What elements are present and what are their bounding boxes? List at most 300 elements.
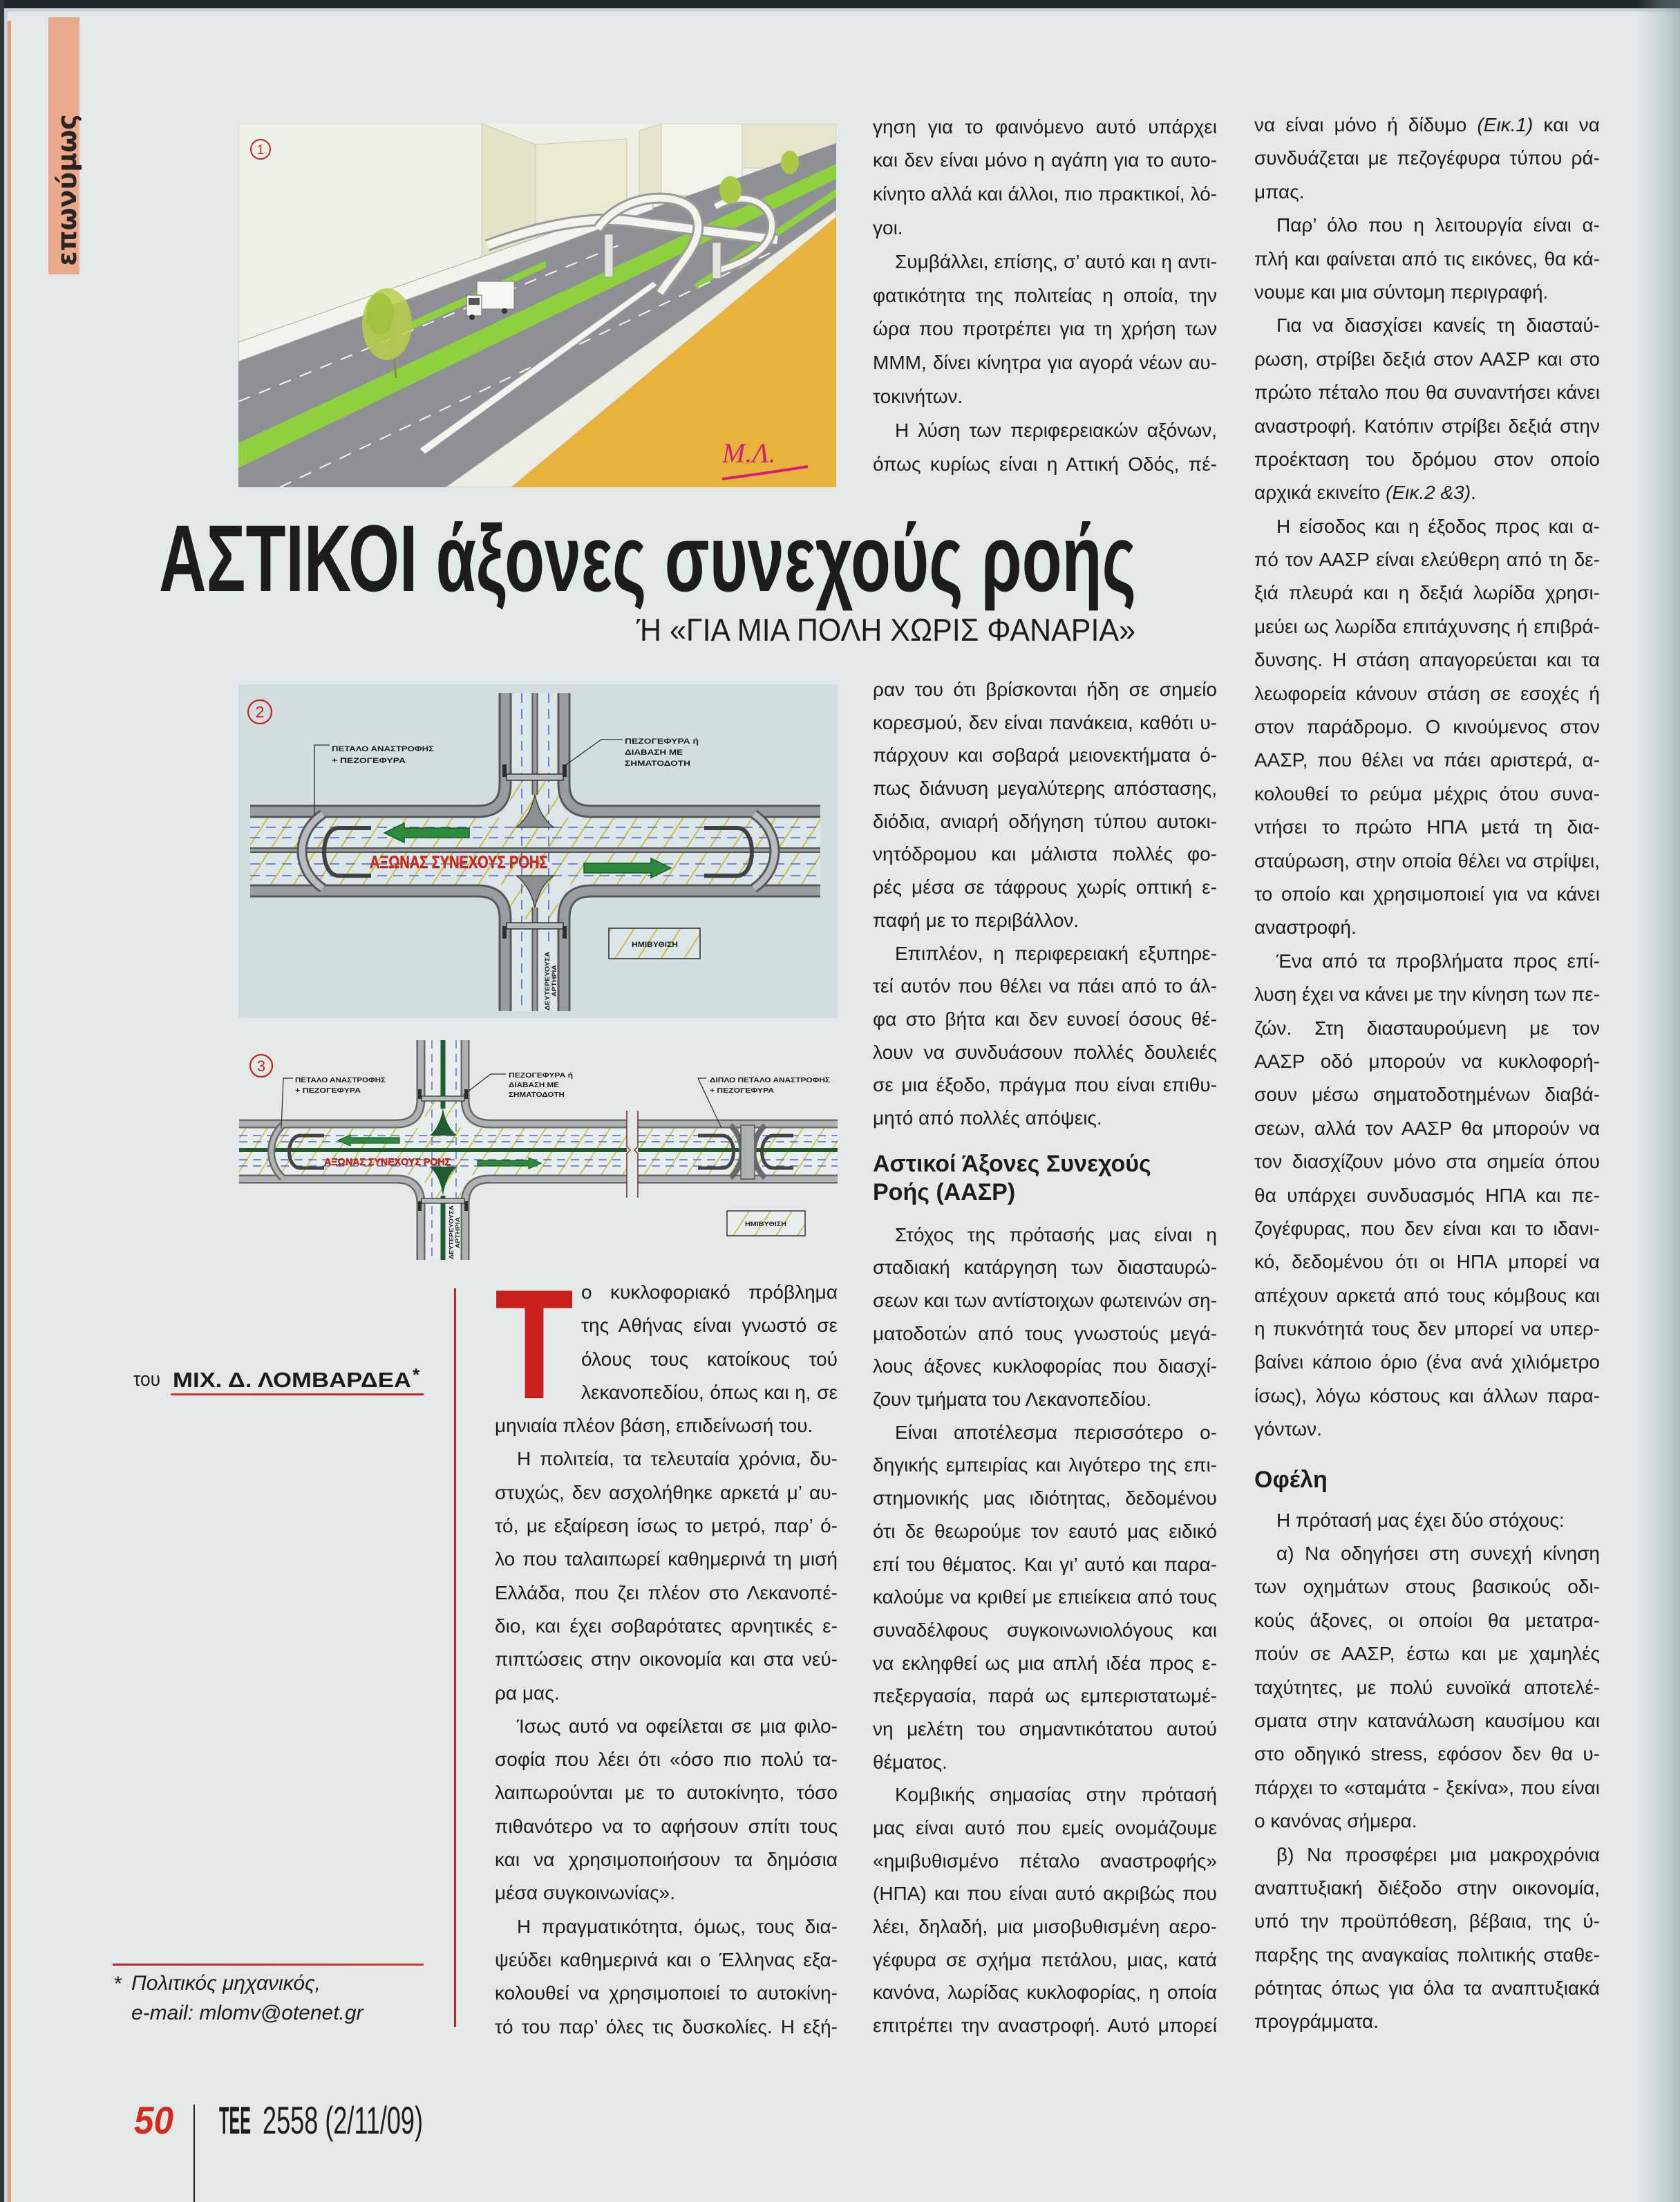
line-text: πιθανότερο να το αφήσουν σπίτι τους — [495, 1815, 838, 1837]
text-line — [873, 673, 1217, 706]
text-line — [1254, 1279, 1600, 1312]
callout-text: ΣΗΜΑΤΟΔΟΤΗ — [625, 760, 691, 768]
text-line — [1254, 1245, 1600, 1279]
line-text: ταχύτητες, με πολύ ευνοϊκά αποτελέ- — [1254, 1676, 1600, 1698]
paragraph — [1254, 309, 1600, 509]
folio-rule — [194, 2105, 195, 2202]
legend-semi-sunken — [609, 928, 700, 959]
line-text: των οχημάτων στους βασικούς οδι- — [1254, 1576, 1600, 1598]
line-text: βαίνει κάποιο όριο (ένα ανά χιλιόμετρο — [1254, 1351, 1600, 1373]
line-text: διο, και έχει σοβαρότατες αρνητικές ε- — [495, 1615, 838, 1637]
text-line — [873, 1350, 1217, 1383]
page-left-color-strip — [8, 21, 11, 2202]
line-text: Οφέλη — [1254, 1466, 1328, 1493]
line-text: τό του παρ’ όλες τις δυσκολίες. Η εξή- — [495, 2015, 838, 2038]
side-road-text: ΑΡΤΗΡΙΑ — [455, 1223, 461, 1248]
line-text: λυση έχει να κάνει με την κίνηση των πε- — [1254, 984, 1600, 1006]
callout-text: ΠΕΖΟΓΕΦΥΡΑ ή — [509, 1072, 573, 1080]
figure-number: 1 — [256, 143, 265, 158]
author-footnote-mark: * — [413, 1364, 420, 1385]
text-line — [495, 1509, 838, 1543]
paragraph — [873, 673, 1217, 937]
page-top-edge — [0, 8, 1680, 12]
text-line — [1254, 510, 1600, 543]
text-line — [1254, 911, 1600, 944]
line-text: κολουθεί να χρησιμοποιεί το αυτοκίνη- — [495, 1982, 838, 2004]
line-text: Η πολιτεία, τα τελευταία χρόνια, δυ- — [517, 1448, 838, 1470]
article-column-middle-bottom — [873, 673, 1217, 2042]
figure-number: 3 — [256, 1057, 266, 1075]
heading-line — [1254, 1466, 1600, 1494]
text-line — [873, 1102, 1217, 1135]
text-line — [873, 245, 1217, 279]
text-line — [1254, 142, 1600, 175]
text-line — [1254, 1012, 1600, 1045]
callout-text: + ΠΕΖΟΓΕΦΥΡΑ — [710, 1087, 774, 1095]
page-fold-shadow — [1636, 0, 1680, 2202]
text-line — [873, 346, 1217, 380]
line-text: κορεσμού, δεν είναι πανάκεια, καθότι υ- — [873, 711, 1217, 733]
text-line — [873, 1778, 1217, 1812]
footnote-rule — [113, 1964, 424, 1966]
heading-line — [873, 1150, 1217, 1178]
text-line — [873, 1383, 1217, 1416]
paragraph — [495, 1442, 838, 1709]
line-text: πεξεργασία, παρά ως εμπεριστατωμέ- — [873, 1685, 1217, 1707]
line-text: νη μελέτη του σημαντικότατου αυτού — [873, 1718, 1217, 1740]
text-line — [1254, 276, 1600, 309]
line-text: σοφία που λέει ότι «όσο πιο πολύ τα- — [495, 1749, 838, 1771]
text-line — [873, 380, 1217, 414]
line-text: γόντων. — [1254, 1418, 1322, 1440]
paragraph — [495, 1710, 838, 1910]
line-text: θα υπάρχει συνδυασμός ΗΠΑ και πε- — [1254, 1184, 1600, 1206]
line-text: το οποίο και χρησιμοποιεί για να κάνει — [1254, 883, 1600, 905]
text-line — [495, 1276, 838, 1309]
figure-reference: (Εικ.1) — [1477, 114, 1533, 135]
text-line — [873, 1976, 1217, 2009]
text-line — [495, 1776, 838, 1809]
line-text: πιπτώσεις στην οικονομία και στα νεύ- — [495, 1648, 838, 1671]
paragraph — [1254, 1537, 1600, 1838]
side-road-text: ΔΕΥΤΕΡΕΥΟΥΣΑ — [544, 960, 551, 1010]
text-line — [495, 1677, 838, 1710]
line-text: μηνιαία πλέον βάση, επιδείνωσή του. — [495, 1415, 813, 1437]
line-text: ΑΑΣΡ οδό μπορούν να κυκλοφορή- — [1254, 1050, 1600, 1072]
section-heading — [1254, 1466, 1600, 1494]
text-line — [495, 1343, 838, 1376]
paragraph — [873, 937, 1217, 1135]
text-line — [1254, 1045, 1600, 1078]
text-line — [873, 414, 1217, 448]
text-line — [1254, 410, 1600, 443]
footnote-email: e-mail: mlomv@otenet.gr — [131, 2002, 364, 2024]
line-text: στο οδηγικό stress, εφόσον δεν θα υ- — [1254, 1743, 1600, 1765]
line-text — [1254, 109, 1600, 142]
line-text: και δεν είναι μόνο η αγάπη για το αυτο- — [873, 149, 1217, 171]
line-text: νουμε και μια σύντομη περιγραφή. — [1254, 281, 1549, 303]
text-line — [1254, 677, 1600, 711]
text-line — [873, 178, 1217, 211]
line-text: ΑΑΣΡ, που θέλει να πάει αριστερά, α- — [1254, 749, 1600, 771]
drop-cap-letter: Τ — [495, 1257, 574, 1431]
article-subtitle-text: Ή «ΓΙΑ ΜΙΑ ΠΟΛΗ ΧΩΡΙΣ ΦΑΝΑΡΙΑ» — [636, 612, 1135, 648]
text-line — [873, 838, 1217, 871]
side-road-text: ΔΕΥΤΕΡΕΥΟΥΣΑ — [449, 1214, 455, 1259]
line-text: Είναι αποτέλεσμα περισσότερο ο- — [895, 1421, 1217, 1443]
paragraph — [873, 1218, 1217, 1416]
line-text: Για να διασχίσει κανείς τη διασταύ- — [1276, 314, 1600, 337]
byline-underline — [171, 1393, 424, 1395]
side-road-text: ΑΡΤΗΡΙΑ — [551, 969, 558, 997]
line-text: δηγικής εμπειρίας και λιγότερο της επι- — [873, 1454, 1217, 1476]
line-text: τό, με εξαίρεση ίσως το μετρό, παρ’ ό- — [495, 1515, 838, 1537]
text-line — [495, 1309, 838, 1342]
line-text: ντήσει το πρώτο ΗΠΑ μετά τη δια- — [1254, 816, 1600, 838]
line-text: και να χρησιμοποιήσουν τα δημόσια — [495, 1849, 838, 1871]
line-text: ο κυκλοφοριακό πρόβλημα — [581, 1281, 838, 1303]
article-subtitle — [636, 614, 1159, 646]
paragraph — [873, 111, 1217, 245]
paragraph — [873, 1778, 1217, 2042]
paragraph — [1254, 1504, 1600, 1537]
callout-text: ΣΗΜΑΤΟΔΟΤΗ — [509, 1091, 565, 1099]
text-line — [873, 211, 1217, 245]
line-text: τεί αυτόν που θέλει να πάει από το άλ- — [873, 975, 1217, 997]
text-run: . — [1471, 482, 1476, 504]
line-text: μεύει ως λωρίδα επιτάχυνσης ή επιβρά- — [1254, 615, 1600, 637]
text-line — [1254, 1872, 1600, 1905]
line-text: στημονικής μας ιδιότητας, δεδομένου — [873, 1487, 1217, 1509]
line-text: κανόνα, λωρίδας κυκλοφορίας, η οποία — [873, 1982, 1217, 2004]
text-line — [1254, 978, 1600, 1011]
text-line — [1254, 1179, 1600, 1212]
article-title-text: ΑΣΤΙΚΟΙ άξονες συνεχούς ροής — [159, 506, 1136, 612]
line-text: επιτρέπει την αναστροφή. Αυτό μπορεί — [873, 2015, 1217, 2037]
text-line — [1254, 176, 1600, 209]
line-text: σουν μέσω σηματοδοτημένων διαβά- — [1254, 1084, 1600, 1106]
text-line — [873, 937, 1217, 970]
line-text: πάρχει το «σταμάτα - ξεκίνα», που είναι — [1254, 1776, 1600, 1798]
line-text: ρές μέσα σε τάφρους χωρίς οπτική ε- — [873, 876, 1217, 898]
line-text: κολουθεί το ρεύμα μέχρις ότου συνα- — [1254, 782, 1600, 804]
issue-info-text: 2558 (2/11/09) — [263, 2098, 423, 2142]
text-line — [873, 871, 1217, 904]
line-text: ξιά πλευρά και η δεξιά λωρίδα χρησι- — [1254, 582, 1600, 604]
figure-3-diagram — [238, 1039, 838, 1260]
text-line — [873, 805, 1217, 838]
text-line — [495, 1876, 838, 1910]
text-line — [873, 111, 1217, 144]
text-line — [1254, 1637, 1600, 1671]
legend-semi-sunken — [727, 1211, 805, 1236]
text-line — [873, 448, 1217, 482]
line-text: ρότητας όπως για όλα τα αναπτυξιακά — [1254, 1977, 1600, 1999]
line-text: η πυκνότητά τους δεν μπορεί να υπερ- — [1254, 1318, 1600, 1340]
line-text: Η λύση των περιφερειακών αξόνων, — [895, 419, 1217, 441]
text-line — [1254, 1972, 1600, 2005]
line-text: αναστροφή. Κατόπιν στρίβει δεξιά στην — [1254, 415, 1600, 437]
line-text: ΜΜΜ, δίνει κίνητρα για αγορά νέων αυ- — [873, 352, 1217, 374]
line-text: σεων και των αντίστοιχων φωτεινών ση- — [873, 1290, 1217, 1311]
line-text: λεκανοπεδίου, όπως και η, σε — [581, 1381, 838, 1403]
byline-prefix — [133, 1370, 163, 1390]
text-line — [873, 312, 1217, 346]
text-line — [1254, 109, 1600, 142]
article-column-right — [1254, 109, 1600, 2039]
text-line — [873, 1746, 1217, 1779]
line-text: απέχουν αρκετά από τους κόμβους και — [1254, 1284, 1600, 1306]
text-line — [873, 1482, 1217, 1515]
line-text: α) Να οδηγήσει στη συνεχή κίνηση — [1276, 1543, 1600, 1565]
line-text: θέματος. — [873, 1751, 947, 1773]
line-text: κούς άξονες, οι οποίοι θα μετατρα- — [1254, 1609, 1600, 1631]
text-line — [873, 904, 1217, 937]
signature-text: Μ.Λ. — [722, 437, 776, 469]
line-text: πούν σε ΑΑΣΡ, έστω και με χαμηλές — [1254, 1643, 1600, 1665]
paragraph — [1254, 945, 1600, 1447]
callout-text: + ΠΕΖΟΓΕΦΥΡΑ — [295, 1087, 361, 1095]
line-text: πως διάνυση μεγαλύτερης απόστασης, — [873, 778, 1217, 800]
text-line — [1254, 1504, 1600, 1537]
callout-text: ΠΕΤΑΛΟ ΑΝΑΣΤΡΟΦΗΣ — [295, 1077, 386, 1084]
text-line — [873, 1944, 1217, 1977]
text-line — [1254, 744, 1600, 777]
text-line — [1254, 1112, 1600, 1145]
text-line — [873, 706, 1217, 740]
paragraph — [1254, 510, 1600, 945]
line-text: προγράμματα. — [1254, 2011, 1379, 2033]
heading-line — [873, 1178, 1217, 1207]
text-line — [495, 1810, 838, 1843]
line-text: πλή και φαίνεται από τις εικόνες, θα κά- — [1254, 247, 1600, 270]
line-text: Η πρότασή μας έχει δύο στόχους: — [1276, 1509, 1565, 1531]
line-text: μέσα συγκοινωνίας». — [495, 1882, 676, 1904]
line-text: τον διασχίζουν μόνο στα σημεία όπου — [1254, 1151, 1600, 1173]
paragraph — [1254, 1838, 1600, 2039]
text-line — [1254, 1078, 1600, 1111]
line-text: ματοδοτών από τους γνωστούς μεγά- — [873, 1322, 1217, 1344]
text-line — [873, 1069, 1217, 1102]
section-heading — [873, 1150, 1217, 1207]
line-text: σματα στην κατανάλωση καυσίμου και — [1254, 1709, 1600, 1731]
text-line — [495, 1543, 838, 1576]
line-text: αναστροφή. — [1254, 916, 1357, 939]
column-rule — [454, 1288, 456, 2027]
line-text: μητό από πολλές απόψεις. — [873, 1107, 1102, 1129]
text-line — [1254, 576, 1600, 610]
text-line — [873, 1317, 1217, 1351]
line-text: προέκταση του δρόμου στον οποίο — [1254, 448, 1600, 470]
figure-number-badge — [250, 1055, 272, 1077]
line-text: όπως κυρίως είναι η Αττική Οδός, πέ- — [873, 453, 1217, 475]
text-run: και να — [1533, 114, 1600, 135]
text-line — [495, 1643, 838, 1676]
line-text: ο κανόνας σήμερα. — [1254, 1810, 1417, 1832]
line-text: Αστικοί Άξονες Συνεχούς — [873, 1150, 1151, 1177]
text-line — [495, 1376, 838, 1409]
callout-text: ΠΕΤΑΛΟ ΑΝΑΣΤΡΟΦΗΣ — [332, 745, 435, 753]
text-line — [495, 2011, 838, 2044]
line-text: όλους τους κατοίκους τού — [581, 1348, 838, 1370]
line-text: κό, δεδομένου ότι οι ΗΠΑ μπορεί να — [1254, 1251, 1600, 1273]
text-line — [1254, 1604, 1600, 1637]
text-line — [873, 1548, 1217, 1581]
text-line — [873, 1036, 1217, 1069]
footnote-marker: * — [114, 1973, 122, 1995]
text-line — [1254, 1212, 1600, 1245]
text-run: αρχικά εκινείτο — [1254, 482, 1386, 504]
line-text — [1254, 476, 1476, 509]
paragraph — [873, 414, 1217, 482]
text-line — [873, 1284, 1217, 1317]
line-text: Παρ’ όλο που η λειτουργία είναι α- — [1276, 214, 1600, 236]
line-text: ώρα που προτρέπει για τη χρήση των — [873, 318, 1217, 340]
line-text: σταδιακή κατάργηση των διασταυρώ- — [873, 1257, 1217, 1279]
text-line — [1254, 1413, 1600, 1446]
text-line — [1254, 878, 1600, 911]
line-text: β) Να προσφέρει μια μακροχρόνια — [1276, 1843, 1600, 1865]
legend-text: ΗΜΙΒΥΘΙΣΗ — [632, 941, 679, 949]
text-line — [495, 1743, 838, 1776]
text-line — [873, 1581, 1217, 1614]
line-text: τοκινήτων. — [873, 385, 963, 407]
text-line — [873, 1251, 1217, 1284]
line-text: δυνσης. Η στάση απαγορεύεται και τα — [1254, 649, 1600, 671]
text-line — [873, 1218, 1217, 1252]
text-line — [1254, 643, 1600, 677]
callout-text: ΔΙΑΒΑΣΗ ΜΕ — [509, 1082, 560, 1089]
line-text: λέει, δηλαδή, μια μισοβυθισμένη αερο- — [873, 1916, 1217, 1938]
text-line — [873, 739, 1217, 772]
callout-text: ΔΙΑΒΑΣΗ ΜΕ — [625, 749, 683, 757]
paragraph — [495, 1276, 838, 1442]
line-text: υπό την προϋπόθεση, βέβαια, της ύ- — [1254, 1910, 1600, 1932]
text-line — [1254, 209, 1600, 242]
text-line — [495, 1910, 838, 1944]
text-line — [1254, 1738, 1600, 1771]
callout-text: + ΠΕΖΟΓΕΦΥΡΑ — [332, 757, 406, 765]
figure-1-rendering — [238, 124, 836, 487]
line-text: «ημιβυθισμένο πέταλο αναστροφής» — [873, 1850, 1217, 1872]
line-text: Στόχος της πρότασής μας είναι η — [895, 1223, 1217, 1245]
line-text: συναδέλφους συγκοινωνιολόγους και — [873, 1619, 1217, 1641]
paragraph — [873, 1416, 1217, 1779]
line-text: καλούμε να κριθεί με επιείκεια από τους — [873, 1586, 1217, 1608]
text-line — [1254, 343, 1600, 376]
line-text: κίνητο αλλά και άλλοι, πιο πρακτικοί, λό- — [873, 183, 1217, 205]
tree — [719, 176, 742, 204]
line-text: Ίσως αυτό να οφείλεται σε μια φιλο- — [517, 1715, 838, 1737]
line-text: ίσως), λόγω κόστους και άλλων παρα- — [1254, 1384, 1600, 1406]
text-line — [495, 1944, 838, 1977]
text-line — [1254, 610, 1600, 643]
line-text: Ελλάδα, που ζει πλέον στο Λεκανοπέ- — [495, 1581, 838, 1603]
text-line — [1254, 1704, 1600, 1738]
line-text: φα στο βήτα και δεν ευνοεί όσους θέ- — [873, 1008, 1217, 1030]
text-line — [1254, 845, 1600, 878]
text-line — [1254, 1671, 1600, 1704]
line-text: ραν του ότι βρίσκονται ήδη σε σημείο — [873, 679, 1217, 700]
line-text: μπας. — [1254, 180, 1305, 203]
paragraph — [873, 245, 1217, 414]
text-line — [1254, 1346, 1600, 1379]
text-line — [1254, 1905, 1600, 1938]
text-line — [1254, 1838, 1600, 1872]
line-text: αναπτυξιακή διέξοδο στην οικονομία, — [1254, 1876, 1600, 1899]
line-text: σε μια έξοδο, πράγμα που είναι επιθυ- — [873, 1074, 1217, 1096]
text-line — [1254, 543, 1600, 576]
text-line — [1254, 476, 1600, 509]
text-line — [873, 1910, 1217, 1944]
article-column-middle-top — [873, 111, 1217, 482]
line-text: πό τον ΑΑΣΡ είναι ελεύθερη από τη δε- — [1254, 549, 1600, 571]
paragraph — [495, 1910, 838, 2044]
text-line — [1254, 1771, 1600, 1805]
line-text: Η είσοδος και η έξοδος προς και α- — [1276, 515, 1600, 537]
line-text: λεωφορεία κάνουν στάση σε εσοχές ή — [1254, 682, 1600, 704]
text-line — [873, 1679, 1217, 1713]
line-text: σταύρωση, στην οποία θέλει να στρίψει, — [1254, 849, 1600, 872]
line-text: Ένα από τα προβλήματα προς επί- — [1276, 950, 1600, 972]
paragraph — [1254, 109, 1600, 209]
crossing-callout — [464, 1072, 573, 1099]
line-text: παρξης της αναγκαίας πολιτικής σταθε- — [1254, 1944, 1600, 1966]
text-line — [495, 1476, 838, 1509]
callout-text: ΔΙΠΛΟ ΠΕΤΑΛΟ ΑΝΑΣΤΡΟΦΗΣ — [710, 1077, 830, 1084]
text-line — [1254, 711, 1600, 744]
text-line — [873, 1647, 1217, 1680]
text-line — [495, 1977, 838, 2010]
byline-prefix-text: του — [133, 1368, 160, 1391]
line-text: επί του θέματος. Και γι’ αυτό και παρα- — [873, 1553, 1217, 1575]
line-text: ψεύδει καθημερινά και ο Έλληνας εξα- — [495, 1948, 838, 1970]
line-text: ρωση, στρίβει δεξιά στον ΑΑΣΡ και στο — [1254, 348, 1600, 370]
line-text: στον παράδρομο. Ο κινούμενος στον — [1254, 716, 1600, 738]
text-line — [495, 1577, 838, 1610]
line-text: Ροής (ΑΑΣΡ) — [873, 1178, 1016, 1205]
line-text: γοι. — [873, 216, 903, 238]
publication-name-text: ΤΕΕ — [219, 2098, 251, 2142]
page-number-text: 50 — [134, 2098, 173, 2142]
text-line — [495, 1710, 838, 1743]
line-text: να εκληφθεί ως μια απλή ιδέα προς ε- — [873, 1652, 1217, 1674]
text-line — [495, 1610, 838, 1643]
text-line — [1254, 945, 1600, 978]
text-line — [1254, 243, 1600, 276]
axis-label: ΑΞΩΝΑΣ ΣΥΝΕΧΟΥΣ ΡΟΗΣ — [370, 852, 548, 872]
line-text: ζογέφυρας, που δεν είναι και το ιδανι- — [1254, 1217, 1600, 1239]
line-text: παφή με το περιβάλλον. — [873, 909, 1079, 931]
line-text: σεων, αλλά τον ΑΑΣΡ θα μπορούν να — [1254, 1117, 1600, 1139]
text-line — [1254, 1537, 1600, 1570]
text-line — [873, 1877, 1217, 1910]
page-number — [134, 2098, 177, 2142]
line-text: ζών. Στη διασταυρούμενη με τον — [1254, 1017, 1600, 1039]
text-line — [1254, 376, 1600, 409]
line-text: φατικότητα της πολιτείας η οποία, την — [873, 284, 1217, 306]
text-line — [873, 1515, 1217, 1548]
text-line — [1254, 1380, 1600, 1413]
text-line — [873, 772, 1217, 805]
legend-text: ΗΜΙΒΥΘΙΣΗ — [745, 1221, 786, 1227]
text-run: να είναι μόνο ή δίδυμο — [1254, 114, 1478, 135]
line-text: λουν να συνδυάσουν πολλές δουλειές — [873, 1041, 1217, 1063]
text-line — [1254, 1145, 1600, 1178]
section-tab-label: επωνύμως — [52, 114, 82, 266]
text-line — [873, 1713, 1217, 1746]
line-text: γέφυρα σε σχήμα πετάλου, μιας, κατά — [873, 1948, 1217, 1970]
